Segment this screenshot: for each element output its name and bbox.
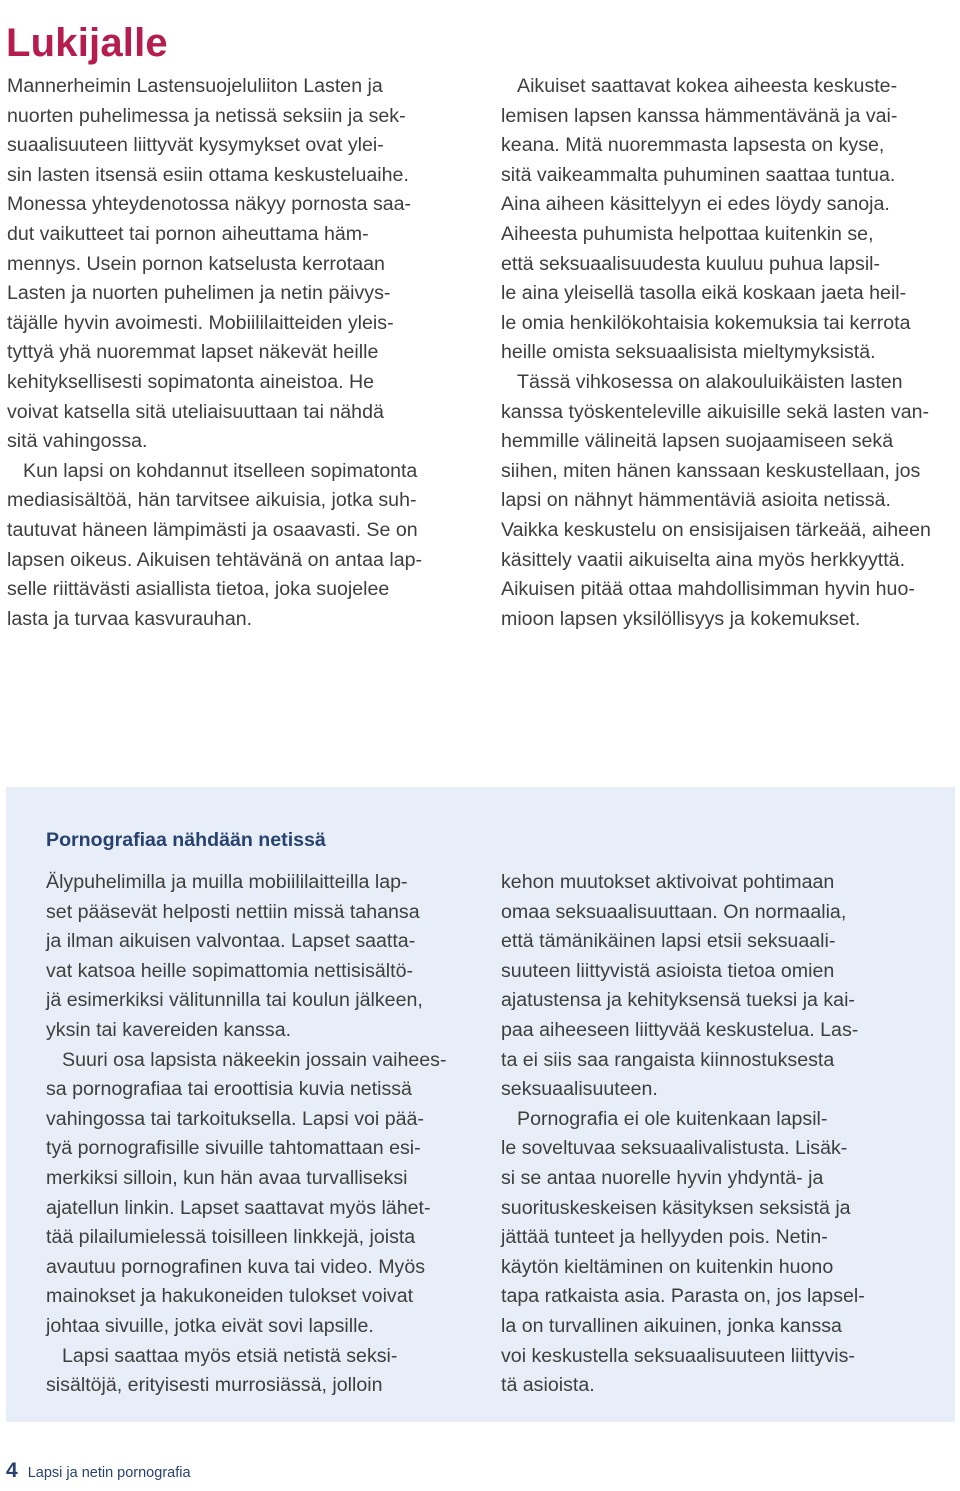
- text-line: käsittely vaatii aikuiselta aina myös herkkyyttä.: [501, 548, 906, 571]
- text-line: kehon muutokset aktivoivat pohtimaan: [501, 871, 835, 893]
- text-line: mainokset ja hakukoneiden tulokset voivat: [46, 1285, 414, 1308]
- text-line: vat katsoa heille sopimattomia nettisisältö-: [46, 959, 414, 982]
- text-line: merkiksi silloin, kun hän avaa turvalliseksi: [46, 1166, 408, 1189]
- page-footer: [6, 1459, 191, 1483]
- text-line: dut vaikutteet tai pornon aiheuttama häm-: [7, 222, 369, 245]
- text-line: selle riittävästi asiallista tietoa, joka suojelee: [7, 578, 390, 601]
- text-line: Aikuisen pitää ottaa mahdollisimman hyvin huo-: [501, 578, 915, 601]
- text-line: Mannerheimin Lastensuojeluliiton Lasten ja: [7, 75, 383, 97]
- text-line: lasta ja turvaa kasvurauhan.: [7, 607, 253, 630]
- text-line: Suuri osa lapsista näkeekin jossain vaihees-: [62, 1048, 447, 1071]
- text-line: suaalisuuteen liittyvät kysymykset ovat ylei-: [7, 134, 384, 157]
- text-line: Lapsi saattaa myös etsiä netistä seksi-: [62, 1344, 398, 1367]
- text-line: nuorten puhelimessa ja netissä seksiin ja sek-: [7, 104, 406, 127]
- text-line: yksin tai kavereiden kanssa.: [46, 1018, 292, 1041]
- text-line: omaa seksuaalisuuttaan. On normaalia,: [501, 900, 847, 923]
- publication-title: Lapsi ja netin pornografia: [27, 1465, 191, 1481]
- text-line: johtaa sivuille, jotka eivät sovi lapsille.: [46, 1314, 374, 1337]
- text-line: si se antaa nuorelle hyvin yhdyntä- ja: [501, 1166, 824, 1189]
- text-line: lemisen lapsen kanssa hämmentävänä ja vai-: [501, 104, 898, 127]
- text-line: Älypuhelimilla ja muilla mobiililaitteilla lap-: [46, 871, 408, 893]
- text-line: tyä pornografisille sivuille tahtomattaan esi-: [46, 1137, 421, 1160]
- text-line: mediasisältöä, hän tarvitsee aikuisia, jotka suh-: [7, 489, 417, 512]
- text-line: jä esimerkiksi välitunnilla tai koulun jälkeen,: [46, 989, 423, 1012]
- text-line: ta ei siis saa rangaista kiinnostuksesta: [501, 1048, 835, 1071]
- text-line: sisältöjä, erityisesti murrosiässä, jolloin: [46, 1374, 383, 1397]
- page-title: Lukijalle: [6, 20, 168, 65]
- text-line: Aina aiheen käsittelyyn ei edes löydy sanoja.: [501, 193, 890, 216]
- text-line: tapa ratkaista asia. Parasta on, jos lapsel-: [501, 1285, 865, 1308]
- text-line: tä asioista.: [501, 1374, 595, 1397]
- page-number: 4: [6, 1459, 18, 1482]
- text-line: suuteen liittyvistä asioista tietoa omien: [501, 959, 835, 982]
- text-line: le soveltuvaa seksuaalivalistusta. Lisäk-: [501, 1137, 848, 1160]
- text-line: että tämänikäinen lapsi etsii seksuaali-: [501, 930, 836, 953]
- text-line: tyttyä yhä nuoremmat lapset näkevät heille: [7, 341, 379, 364]
- text-line: le omia henkilökohtaisia kokemuksia tai kerrota: [501, 311, 911, 334]
- info-box-heading: Pornografiaa nähdään netissä: [46, 829, 326, 851]
- text-line: että seksuaalisuudesta kuuluu puhua lapsil-: [501, 252, 881, 275]
- text-line: paa aiheeseen liittyvää keskustelua. Las-: [501, 1018, 859, 1041]
- text-line: la on turvallinen aikuinen, jonka kanssa: [501, 1314, 842, 1337]
- text-line: le aina yleisellä tasolla eikä koskaan jaeta heil-: [501, 282, 907, 305]
- text-line: mioon lapsen yksilöllisyys ja kokemukset.: [501, 607, 861, 630]
- info-box-right-column: [501, 868, 865, 1401]
- text-line: mennys. Usein pornon katselusta kerrotaan: [7, 252, 385, 275]
- text-line: hemmille välineitä lapsen suojaamiseen sekä: [501, 430, 894, 453]
- text-line: sitä vaikeammalta puhuminen saattaa tuntua.: [501, 163, 896, 186]
- text-line: suorituskeskeisen käsityksen seksistä ja: [501, 1196, 851, 1219]
- text-line: ajatellun linkin. Lapset saattavat myös lähet-: [46, 1196, 431, 1219]
- text-line: jättää tunteet ja hellyyden pois. Netin-: [501, 1226, 828, 1249]
- text-line: kehityksellisesti sopimatonta aineistoa. He: [7, 370, 375, 393]
- text-line: Tässä vihkosessa on alakouluikäisten lasten: [517, 370, 903, 393]
- text-line: sitä vahingossa.: [7, 430, 148, 453]
- text-line: kanssa työskenteleville aikuisille sekä lasten van-: [501, 400, 930, 423]
- text-line: Aiheesta puhumista helpottaa kuitenkin se,: [501, 222, 874, 245]
- text-line: vahingossa tai tarkoituksella. Lapsi voi pää-: [46, 1107, 424, 1130]
- text-line: voivat katsella sitä uteliaisuuttaan tai nähdä: [7, 400, 384, 423]
- text-line: heille omista seksuaalisista mieltymyksistä.: [501, 341, 876, 364]
- text-line: Aikuiset saattavat kokea aiheesta keskuste-: [517, 75, 898, 97]
- text-line: sin lasten itsensä esiin ottama keskusteluaihe.: [7, 163, 409, 186]
- text-line: Vaikka keskustelu on ensisijaisen tärkeää, aiheen: [501, 518, 931, 541]
- text-line: Kun lapsi on kohdannut itselleen sopimatonta: [23, 459, 418, 482]
- text-line: set pääsevät helposti nettiin missä tahansa: [46, 900, 420, 923]
- text-line: avautuu pornografinen kuva tai video. Myös: [46, 1255, 426, 1278]
- intro-left-column: [7, 72, 422, 634]
- intro-right-column: [501, 72, 931, 634]
- text-line: täjälle hyvin avoimesti. Mobiililaitteiden yleis-: [7, 311, 394, 334]
- text-line: tää pilailumielessä toisilleen linkkejä, joista: [46, 1226, 416, 1249]
- info-box-left-column: [46, 868, 446, 1401]
- text-line: Pornografia ei ole kuitenkaan lapsil-: [517, 1107, 828, 1130]
- text-line: keana. Mitä nuoremmasta lapsesta on kyse,: [501, 134, 885, 157]
- text-line: Monessa yhteydenotossa näkyy pornosta saa-: [7, 193, 412, 216]
- text-line: siihen, miten hänen kanssaan keskustellaan, jos: [501, 459, 921, 482]
- text-line: lapsen oikeus. Aikuisen tehtävänä on antaa lap-: [7, 548, 423, 571]
- text-line: Lasten ja nuorten puhelimen ja netin päivys-: [7, 282, 391, 305]
- text-line: lapsi on nähnyt hämmentäviä asioita netissä.: [501, 489, 891, 512]
- text-line: tautuvat häneen lämpimästi ja osaavasti. Se on: [7, 518, 418, 541]
- text-line: käytön kieltäminen on kuitenkin huono: [501, 1255, 834, 1278]
- text-line: ja ilman aikuisen valvontaa. Lapset saatta-: [46, 930, 416, 953]
- text-line: seksuaalisuuteen.: [501, 1078, 658, 1101]
- text-line: sa pornografiaa tai eroottisia kuvia netissä: [46, 1078, 412, 1101]
- text-line: voi keskustella seksuaalisuuteen liittyvis-: [501, 1344, 855, 1367]
- text-line: ajatustensa ja kehityksensä tueksi ja kai-: [501, 989, 855, 1012]
